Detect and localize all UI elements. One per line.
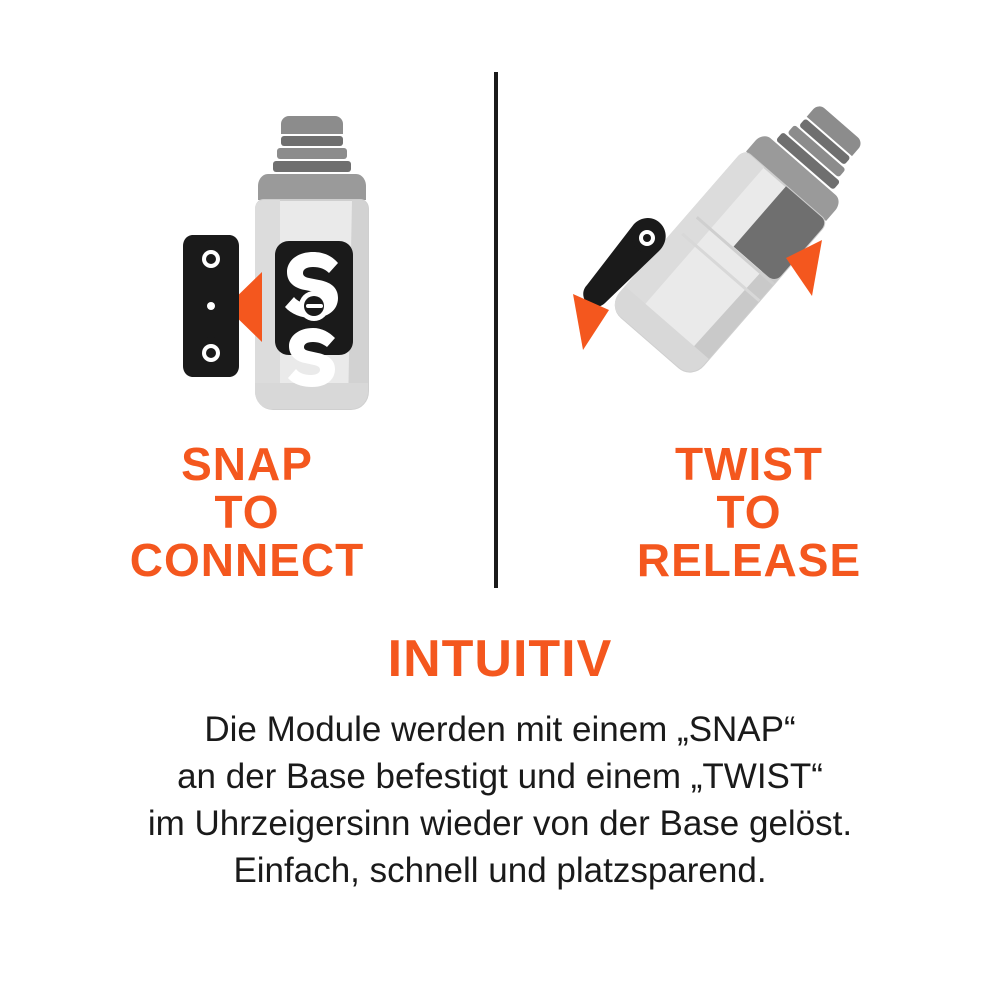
bottom-text-block: [0, 630, 1000, 894]
bottom-body-line-1: Die Module werden mit einem „SNAP“: [204, 710, 796, 749]
bottle-upright-icon: [255, 116, 368, 409]
illustration-snap-to-connect: [0, 40, 494, 420]
bottom-body: [0, 706, 1000, 894]
bottom-body-line-2: an der Base befestigt und einem „TWIST“: [177, 757, 823, 796]
base-mount-icon: [183, 235, 239, 377]
illustration-twist-to-release: [498, 40, 1000, 420]
caption-line-1: SNAP: [181, 438, 313, 490]
caption-twist-to-release: [498, 440, 1000, 584]
panel-twist-to-release: [498, 0, 1000, 612]
caption-line-3: CONNECT: [129, 534, 365, 586]
caption-line-2: TO: [214, 486, 280, 538]
caption-line-2: TO: [716, 486, 782, 538]
bottom-title: INTUITIV: [387, 630, 613, 688]
caption-line-1: TWIST: [674, 438, 824, 490]
bottom-body-line-3: im Uhrzeigersinn wieder von der Base gelöst.: [147, 804, 853, 843]
caption-snap-to-connect: [0, 440, 494, 584]
caption-line-3: RELEASE: [636, 534, 862, 586]
bottom-body-line-4: Einfach, schnell und platzsparend.: [233, 851, 767, 890]
panel-snap-to-connect: [0, 0, 494, 612]
